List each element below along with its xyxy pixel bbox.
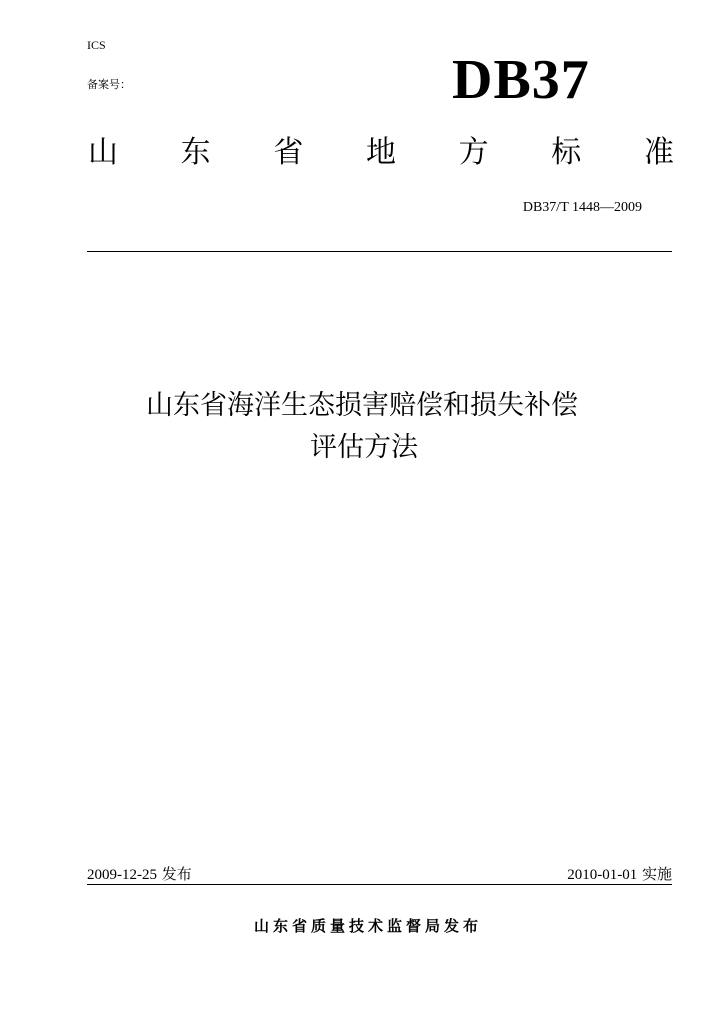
standard-type-char: 准 <box>643 135 674 170</box>
standard-type-char: 山 <box>88 135 118 170</box>
document-title-line-2: 评估方法 <box>310 432 418 463</box>
publisher: 山东省质量技术监督局发布 <box>253 917 482 935</box>
issue-date-suffix: 发布 <box>161 865 192 883</box>
standard-type-char: 东 <box>180 135 211 170</box>
implementation-date-value: 2010-01-01 <box>567 867 638 883</box>
ics-label: ICS <box>87 38 106 52</box>
bottom-divider <box>87 884 672 885</box>
document-title-line-1: 山东省海洋生态损害赔偿和损失补偿 <box>146 390 578 421</box>
standard-type-char: 地 <box>365 135 396 170</box>
implementation-date <box>567 864 672 885</box>
standard-type-char: 标 <box>551 135 582 170</box>
issue-date-value: 2009-12-25 <box>87 867 157 883</box>
implementation-date-suffix: 实施 <box>641 865 672 883</box>
top-divider <box>87 251 672 252</box>
db37-logo: DB37 <box>452 49 590 111</box>
standard-type-char: 方 <box>458 135 489 170</box>
record-number-label: 备案号： <box>87 78 131 91</box>
standard-type-heading <box>88 133 674 173</box>
standard-type-char: 省 <box>273 135 304 170</box>
standard-number: DB37/T 1448—2009 <box>522 200 642 215</box>
issue-date <box>87 864 192 885</box>
